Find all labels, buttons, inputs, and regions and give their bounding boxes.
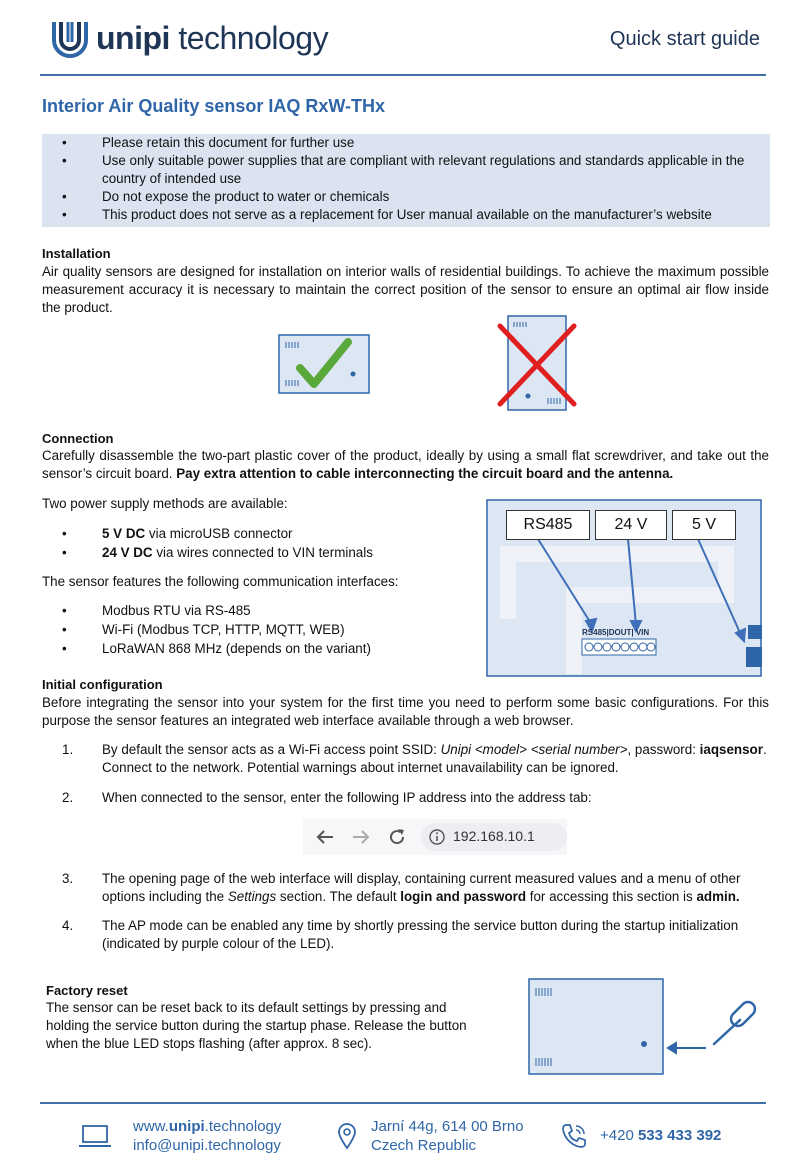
config-steps <box>42 789 770 807</box>
power-detail: via wires connected to VIN terminals <box>152 545 373 560</box>
interface-intro: The sensor features the following communication interfaces: <box>42 574 399 589</box>
phone-icon <box>560 1122 588 1150</box>
address-line: Czech Republic <box>371 1137 477 1154</box>
rs485-label: RS485 <box>506 510 590 540</box>
config-steps <box>42 741 770 777</box>
correct-horizontal-mount-image <box>278 334 370 394</box>
power-voltage: 24 V DC <box>102 545 153 560</box>
header-divider <box>40 74 766 76</box>
web-brand: unipi <box>168 1118 205 1135</box>
config-step <box>42 789 770 807</box>
step-number: 2. <box>62 790 74 805</box>
config-step <box>42 870 770 906</box>
interface-list <box>42 601 371 658</box>
step-text: section. The default <box>276 889 401 905</box>
step-password: iaqsensor <box>699 742 763 757</box>
power-list <box>42 524 373 562</box>
forward-arrow-icon <box>351 828 371 846</box>
logo-text <box>96 20 328 57</box>
step-text: for accessing this section is <box>526 889 697 905</box>
web-suffix: .technology <box>204 1118 282 1135</box>
address-field <box>421 823 567 851</box>
list-item: • LoRaWAN 868 MHz (depends on the variant) <box>42 639 371 658</box>
email-link[interactable]: info@unipi.technology <box>133 1137 281 1154</box>
connection-text-bold: Pay extra attention to cable interconnecting the circuit board and the antenna. <box>176 466 674 482</box>
step-text: By default the sensor acts as a Wi-Fi access point SSID: <box>102 742 441 757</box>
step-settings: Settings <box>227 889 277 905</box>
list-item: • Wi-Fi (Modbus TCP, HTTP, MQTT, WEB) <box>42 620 371 639</box>
footer-divider <box>40 1102 766 1104</box>
power-voltage: 5 V DC <box>102 526 146 541</box>
24v-label: 24 V <box>595 510 667 540</box>
power-intro: Two power supply methods are available: <box>42 496 288 511</box>
step-text: The opening page of the web interface will display, containing current measured values and a menu of other options including the <box>102 871 741 905</box>
step-number: 3. <box>62 871 74 886</box>
unipi-logo-icon <box>48 16 92 60</box>
notice-item: • Use only suitable power supplies that are compliant with relevant regulations and standards applicable in the country of intended use <box>42 152 770 188</box>
list-item <box>42 524 373 543</box>
step-ssid: Unipi <model> <serial number> <box>440 742 628 757</box>
initial-config-heading: Initial configuration <box>42 677 163 692</box>
phone-prefix: +420 <box>600 1127 638 1144</box>
notice-item: • This product does not serve as a replacement for User manual available on the manufacturer’s website <box>42 206 770 224</box>
factory-reset-text: The sensor can be reset back to its default settings by pressing and holding the service button during the startup phase. Release the button when the blue LED stops flashing (after approx. 8 sec). <box>46 1000 467 1052</box>
footer-address <box>371 1117 524 1155</box>
notice-item: • Do not expose the product to water or chemicals <box>42 188 770 206</box>
browser-address-bar <box>303 819 567 855</box>
step-number: 4. <box>62 918 74 933</box>
location-pin-icon <box>337 1122 357 1150</box>
back-arrow-icon <box>315 828 335 846</box>
step-text: The AP mode can be enabled any time by shortly pressing the service button during the startup initialization (indicated by purple colour of the LED). <box>102 918 739 952</box>
phone-number[interactable] <box>600 1126 721 1145</box>
installation-text: Air quality sensors are designed for installation on interior walls of residential buildings. To achieve the maximum possible measurement accuracy it is necessary to maintain the correct position of the sensor to ensure an optimal air flow inside the product. <box>42 264 769 316</box>
laptop-icon <box>78 1124 112 1148</box>
factory-reset-heading: Factory reset <box>46 983 128 998</box>
incorrect-vertical-mount-image <box>496 314 578 412</box>
safety-notice-box <box>42 134 770 227</box>
connection-text <box>42 447 769 483</box>
notice-item: • Please retain this document for further use <box>42 134 770 152</box>
terminal-label: RS485|DOUT| VIN <box>582 628 650 637</box>
web-prefix: www. <box>133 1118 169 1135</box>
installation-heading: Installation <box>42 246 111 261</box>
logo-word: technology <box>178 20 329 56</box>
footer-contact <box>133 1117 281 1155</box>
info-icon <box>429 829 445 845</box>
list-item <box>42 543 373 562</box>
config-steps <box>42 917 770 953</box>
phone-digits: 533 433 392 <box>637 1127 722 1144</box>
service-button-image <box>528 978 768 1076</box>
step-number: 1. <box>62 742 74 757</box>
step-text: When connected to the sensor, enter the following IP address into the address tab: <box>102 790 592 805</box>
reload-icon <box>387 827 407 847</box>
list-item: • Modbus RTU via RS-485 <box>42 601 371 620</box>
config-steps <box>42 870 770 906</box>
ip-address: 192.168.10.1 <box>453 828 535 844</box>
config-step <box>42 741 770 777</box>
config-step <box>42 917 770 953</box>
logo-brand: unipi <box>96 20 170 56</box>
5v-label: 5 V <box>672 510 736 540</box>
step-admin: admin. <box>696 889 740 905</box>
website-link[interactable] <box>133 1117 281 1136</box>
document-title: Interior Air Quality sensor IAQ RxW-THx <box>42 96 386 116</box>
pin-tool-icon <box>714 999 758 1044</box>
step-text: , password: <box>627 742 700 757</box>
connection-heading: Connection <box>42 431 114 446</box>
step-text: . Connect to the network. Potential warnings about internet unavailability can be ignored. <box>102 742 767 776</box>
circuit-board-diagram <box>486 499 762 677</box>
step-login: login and password <box>400 889 527 905</box>
initial-config-text: Before integrating the sensor into your system for the first time you need to perform some basic configurations. For this purpose the sensor features an integrated web interface available through a web browser. <box>42 695 769 729</box>
address-line: Jarní 44g, 614 00 Brno <box>371 1118 524 1135</box>
power-detail: via microUSB connector <box>145 526 293 541</box>
guide-label: Quick start guide <box>609 28 760 50</box>
connection-text-plain: Carefully disassemble the two-part plastic cover of the product, ideally by using a small flat screwdriver, and take out the sensor’s circuit board. <box>42 448 769 482</box>
